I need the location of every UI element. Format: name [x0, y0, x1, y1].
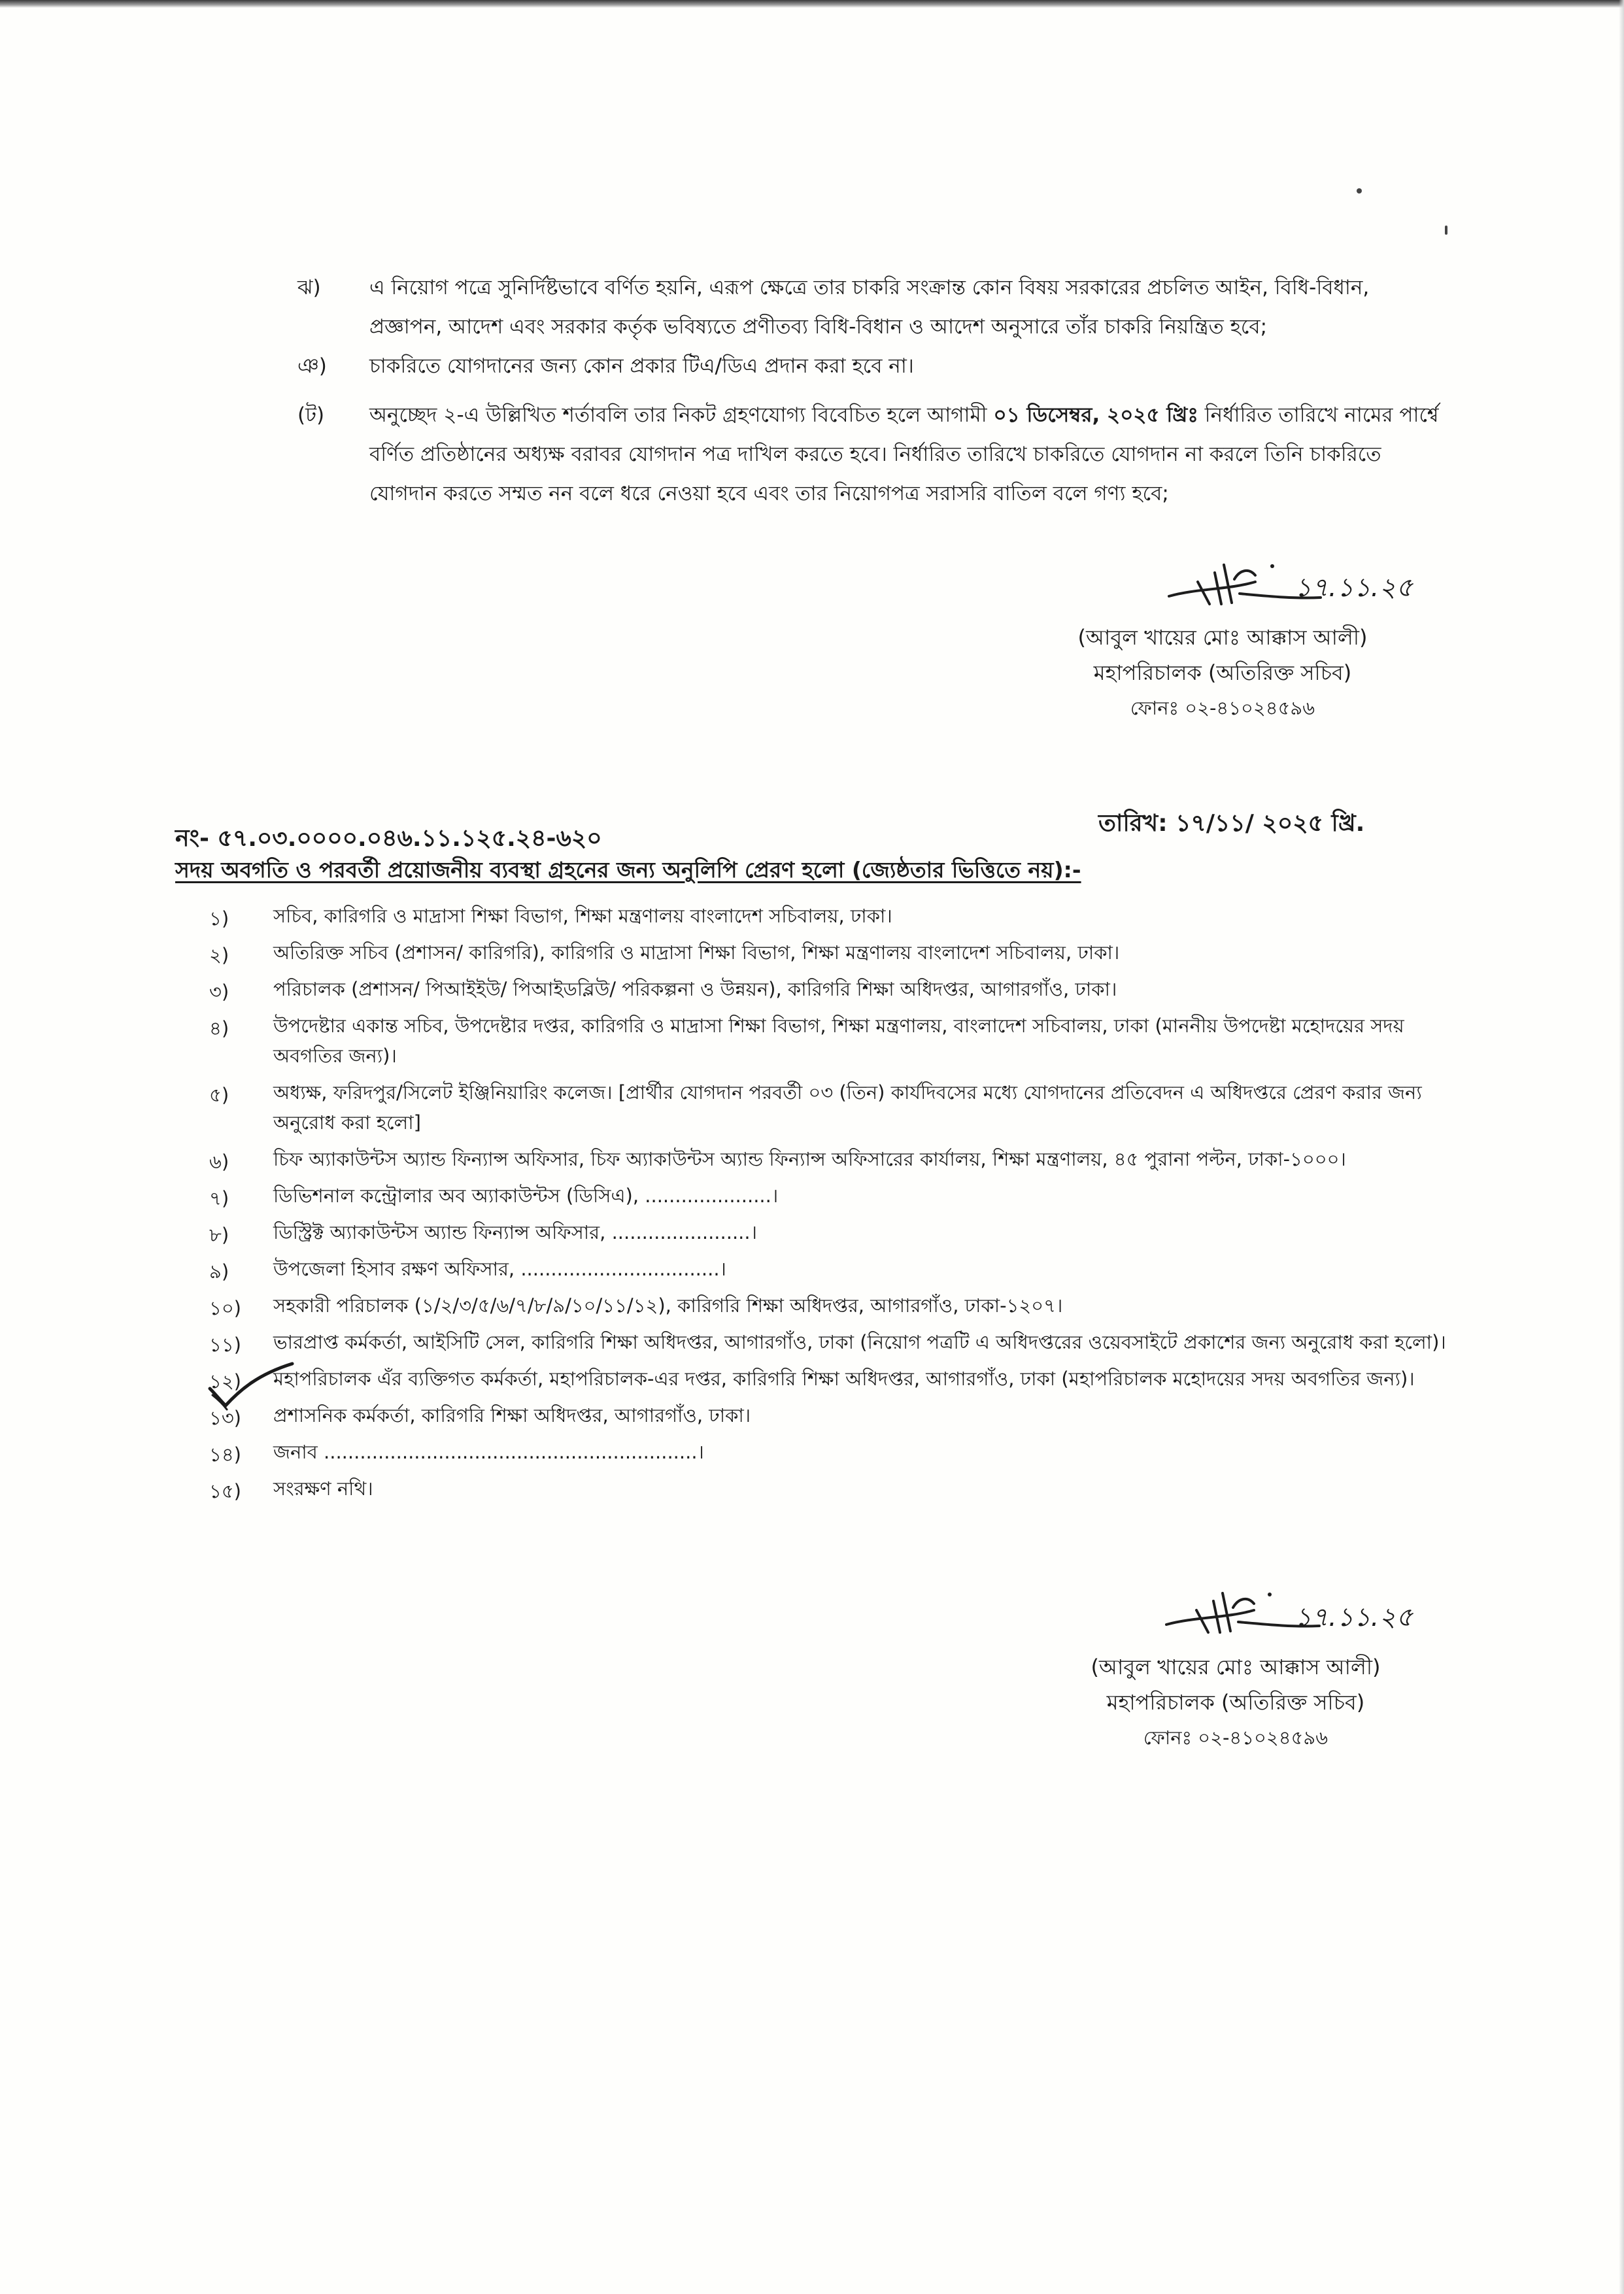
list-number: ১৩) — [209, 1407, 241, 1429]
list-number: ২) — [209, 944, 229, 966]
list-number: ৮) — [209, 1224, 229, 1246]
clause-jha — [297, 268, 1448, 346]
list-text: সংরক্ষণ নথি। — [273, 1477, 373, 1500]
list-number: ৫) — [209, 1084, 229, 1106]
distribution-list — [196, 901, 1458, 1510]
handwritten-tick-mark — [206, 1360, 297, 1419]
list-item — [196, 1364, 1458, 1394]
distribution-heading: সদয় অবগতি ও পরবর্তী প্রয়োজনীয় ব্যবস্থা গ্রহনের জন্য অনুলিপি প্রেরণ হলো (জ্যেষ্ঠতার ভিত্তিতে নয়):- — [175, 857, 1081, 883]
list-number: ১২) — [209, 1370, 241, 1392]
scan-speck — [1357, 188, 1362, 194]
list-item — [196, 1290, 1458, 1321]
scan-speck — [1445, 226, 1447, 235]
list-item — [196, 1437, 1458, 1467]
list-text: অতিরিক্ত সচিব (প্রশাসন/ কারিগরি), কারিগরি ও মাদ্রাসা শিক্ষা বিভাগ, শিক্ষা মন্ত্রণালয় বাংলাদেশ সচিবালয়, ঢাকা। — [273, 941, 1120, 964]
list-item — [196, 1474, 1458, 1504]
clause-mark: ঝ) — [297, 276, 321, 299]
list-item — [196, 1254, 1458, 1284]
list-text: অধ্যক্ষ, ফরিদপুর/সিলেট ইঞ্জিনিয়ারিং কলেজ। [প্রার্থীর যোগদান পরবর্তী ০৩ (তিন) কার্যদিবসের মধ্যে যোগদানের প্রতিবেদন এ অধিদপ্তরে প্রেরণ করার জন্য অনুরোধ করা হলো] — [273, 1081, 1422, 1134]
list-number: ৪) — [209, 1017, 229, 1039]
clause-ta — [297, 396, 1448, 513]
list-text: সহকারী পরিচালক (১/২/৩/৫/৬/৭/৮/৯/১০/১১/১২), কারিগরি শিক্ষা অধিদপ্তর, আগারগাঁও, ঢাকা-১২০৭। — [273, 1294, 1063, 1317]
list-number: ৩) — [209, 981, 229, 1003]
memo-date: তারিখ: ১৭/১১/ ২০২৫ খ্রি. — [1098, 810, 1365, 837]
clause-text — [369, 396, 1448, 513]
signature-date: ১৭.১১.২৫ — [1294, 573, 1413, 603]
list-text: ডিস্ট্রিক্ট অ্যাকাউন্টস অ্যান্ড ফিন্যান্স অফিসার, .......................। — [273, 1221, 757, 1243]
list-number: ১১) — [209, 1334, 241, 1356]
officer-phone: ফোনঃ ০২-৪১০২৪৫৯৬ — [1143, 1727, 1328, 1749]
clause-mark: ঞ) — [297, 354, 327, 378]
list-number: ১০) — [209, 1297, 241, 1319]
officer-phone: ফোনঃ ০২-৪১০২৪৫৯৬ — [1130, 697, 1315, 719]
list-item — [196, 1181, 1458, 1211]
list-number: ১) — [209, 907, 229, 930]
list-item — [196, 1400, 1458, 1430]
list-item — [196, 937, 1458, 968]
list-text: উপদেষ্টার একান্ত সচিব, উপদেষ্টার দপ্তর, কারিগরি ও মাদ্রাসা শিক্ষা বিভাগ, শিক্ষা মন্ত্রণালয়, বাংলাদেশ সচিবালয়, ঢাকা (মাননীয় উপদেষ্টা মহোদয়ের সদয় অবগতির জন্য)। — [273, 1015, 1404, 1067]
officer-designation: মহাপরিচালক (অতিরিক্ত সচিব) — [1093, 660, 1352, 685]
list-item — [196, 1327, 1458, 1357]
clause-text-before: অনুচ্ছেদ ২-এ উল্লিখিত শর্তাবলি তার নিকট গ্রহণযোগ্য বিবেচিত হলে আগামী — [369, 403, 987, 427]
signature-block-bottom — [1020, 1585, 1451, 1781]
list-text: উপজেলা হিসাব রক্ষণ অফিসার, .................................। — [273, 1258, 726, 1280]
clause-text-after: নির্ধারিত তারিখে নামের পার্শ্বে বর্ণিত প্রতিষ্ঠানের অধ্যক্ষ বরাবর যোগদান পত্র দাখিল করতে হবে। নির্ধারিত তারিখে চাকরিতে যোগদান না করলে তিনি চাকরিতে যোগদান করতে সম্মত নন বলে ধরে নেওয়া হবে এবং তার নিয়োগপত্র সরাসরি বাতিল বলে গণ্য হবে; — [369, 403, 1439, 505]
list-item — [196, 1144, 1458, 1174]
list-item — [196, 1011, 1458, 1071]
list-item — [196, 974, 1458, 1004]
memo-number: নং- ৫৭.০৩.০০০০.০৪৬.১১.১২৫.২৪-৬২০ — [175, 825, 602, 852]
list-text: চিফ অ্যাকাউন্টস অ্যান্ড ফিন্যান্স অফিসার, চিফ অ্যাকাউন্টস অ্যান্ড ফিন্যান্স অফিসারের কার্যালয়, শিক্ষা মন্ত্রণালয়, ৪৫ পুরানা পল্টন, ঢাকা-১০০০। — [273, 1148, 1346, 1170]
clause-text: এ নিয়োগ পত্রে সুনির্দিষ্টভাবে বর্ণিত হয়নি, এরূপ ক্ষেত্রে তার চাকরি সংক্রান্ত কোন বিষয় সরকারের প্রচলিত আইন, বিধি-বিধান, প্রজ্ঞাপন, আদেশ এবং সরকার কর্তৃক ভবিষ্যতে প্রণীতব্য বিধি-বিধান ও আদেশ অনুসারে তাঁর চাকরি নিয়ন্ত্রিত হবে; — [369, 276, 1370, 339]
list-text: ডিভিশনাল কন্ট্রোলার অব অ্যাকাউন্টস (ডিসিএ), .....................। — [273, 1185, 779, 1207]
officer-name: (আবুল খায়ের মোঃ আক্কাস আলী) — [1091, 1655, 1381, 1679]
clause-nya — [297, 346, 1448, 386]
scan-right-edge — [1619, 0, 1624, 2294]
signature-date: ১৭.১১.২৫ — [1294, 1602, 1413, 1632]
list-text: ভারপ্রাপ্ত কর্মকর্তা, আইসিটি সেল, কারিগরি শিক্ষা অধিদপ্তর, আগারগাঁও, ঢাকা (নিয়োগ পত্রটি এ অধিদপ্তরের ওয়েবসাইটে প্রকাশের জন্য অনুরোধ করা হলো)। — [273, 1331, 1446, 1353]
signature-block-top — [1007, 556, 1438, 752]
list-number: ১৪) — [209, 1443, 241, 1466]
scan-top-edge — [0, 0, 1624, 8]
list-number: ৭) — [209, 1187, 229, 1209]
clause-mark: (ট) — [297, 403, 325, 427]
list-item — [196, 901, 1458, 931]
list-text: মহাপরিচালক এঁর ব্যক্তিগত কর্মকর্তা, মহাপরিচালক-এর দপ্তর, কারিগরি শিক্ষা অধিদপ্তর, আগারগাঁও, ঢাকা (মহাপরিচালক মহোদয়ের সদয় অবগতির জন্য)। — [273, 1368, 1415, 1390]
list-item — [196, 1217, 1458, 1247]
list-text: পরিচালক (প্রশাসন/ পিআইইউ/ পিআইডব্লিউ/ পরিকল্পনা ও উন্নয়ন), কারিগরি শিক্ষা অধিদপ্তর, আগারগাঁও, ঢাকা। — [273, 978, 1117, 1000]
officer-name: (আবুল খায়ের মোঃ আক্কাস আলী) — [1077, 625, 1368, 650]
clause-text: চাকরিতে যোগদানের জন্য কোন প্রকার টিএ/ডিএ প্রদান করা হবে না। — [369, 354, 914, 378]
joining-date-bold: ০১ ডিসেম্বর, ২০২৫ খ্রিঃ — [993, 403, 1198, 427]
list-text: সচিব, কারিগরি ও মাদ্রাসা শিক্ষা বিভাগ, শিক্ষা মন্ত্রণালয় বাংলাদেশ সচিবালয়, ঢাকা। — [273, 905, 892, 927]
officer-designation: মহাপরিচালক (অতিরিক্ত সচিব) — [1106, 1690, 1365, 1715]
list-text: প্রশাসনিক কর্মকর্তা, কারিগরি শিক্ষা অধিদপ্তর, আগারগাঁও, ঢাকা। — [273, 1404, 751, 1426]
list-number: ৯) — [209, 1260, 229, 1283]
list-number: ৬) — [209, 1151, 229, 1173]
list-item — [196, 1077, 1458, 1138]
list-number: ১৫) — [209, 1480, 241, 1502]
list-text: জনাব ..............................................................। — [273, 1441, 704, 1463]
